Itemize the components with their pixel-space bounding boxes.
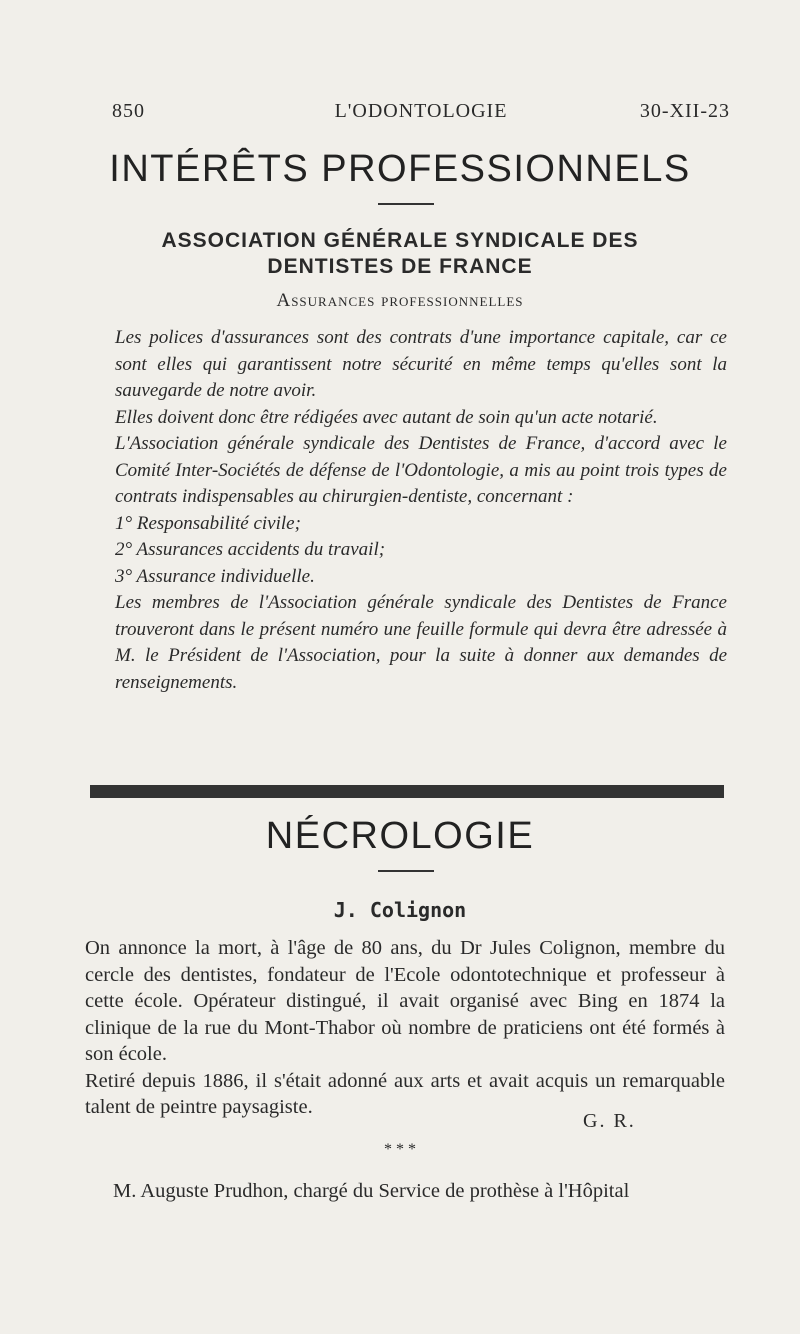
paragraph: On annonce la mort, à l'âge de 80 ans, du Dr Jules Colignon, membre du cercle des dentistes, fondateur de l'Ecole odontotechnique et professeur à cette école. Opérateur distingué, il avait organisé avec Bing en 1874 la clinique de la rue du Mont-Thabor où nombre de praticiens ont été formés à son école. [85, 937, 725, 1065]
section-title-interets: INTÉRÊTS PROFESSIONNELS [109, 148, 691, 190]
paragraph: Les polices d'assurances sont des contrats d'une importance capitale, car ce sont elles qui garantissent notre sécurité en même temps qu'elles sont la sauvegarde de notre avoir. [115, 327, 727, 401]
association-heading-line2: DENTISTES DE FRANCE [267, 255, 533, 278]
divider [378, 870, 434, 872]
obituary-name: J. Colignon [333, 898, 467, 922]
paragraph: L'Association générale syndicale des Dentistes de France, d'accord avec le Comité Inter-Sociétés de défense de l'Odontologie, a mis au point trois types de contrats indispensables au chirurgien-dentiste, concernant : [115, 433, 727, 507]
list-item: 2° Assurances accidents du travail; [115, 539, 386, 560]
running-head [112, 100, 730, 126]
association-heading-line1: ASSOCIATION GÉNÉRALE SYNDICALE DES [161, 229, 639, 252]
divider [378, 203, 434, 205]
insurance-text [115, 325, 727, 696]
obituary-text [85, 935, 725, 1121]
asterism: * * * [384, 1141, 416, 1158]
section-title-necrologie: NÉCROLOGIE [265, 815, 535, 857]
journal-title: L'ODONTOLOGIE [334, 100, 508, 122]
page-number: 850 [112, 100, 145, 122]
paragraph: Retiré depuis 1886, il s'était adonné aux arts et avait acquis un remarquable talent de peintre paysagiste. [85, 1069, 725, 1118]
section-separator [90, 785, 724, 798]
list-item: 3° Assurance individuelle. [115, 565, 315, 587]
paragraph: Elles doivent donc être rédigées avec autant de soin qu'un acte notarié. [115, 406, 658, 428]
signature: G. R. [583, 1110, 636, 1132]
continuation-line: M. Auguste Prudhon, chargé du Service de prothèse à l'Hôpital [113, 1180, 630, 1202]
list-item: 1° Responsabilité civile; [115, 512, 301, 534]
issue-date: 30-XII-23 [639, 100, 730, 122]
paragraph: Les membres de l'Association générale syndicale des Dentistes de France trouveront dans le présent numéro une feuille formule qui devra être adressée à M. le Président de l'Association, pour la suite à donner aux demandes de renseignements. [115, 592, 727, 693]
subtitle-assurances: Assurances professionnelles [276, 290, 524, 311]
